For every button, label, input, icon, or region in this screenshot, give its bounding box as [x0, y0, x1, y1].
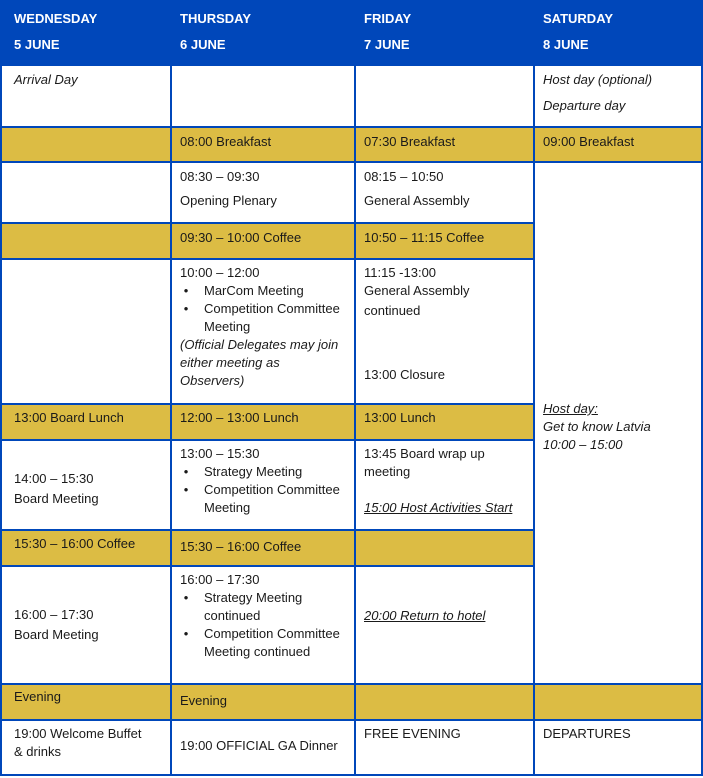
board-meeting-time-1: 14:00 – 15:30	[14, 471, 94, 486]
sat-breakfast: 09:00 Breakfast	[543, 134, 635, 149]
row-divider	[0, 719, 703, 721]
official-dinner: 19:00 OFFICIAL GA Dinner	[180, 738, 338, 753]
ga2-time: 11:15 -13:00	[364, 265, 437, 280]
welcome-buffet: 19:00 Welcome Buffet	[14, 726, 142, 741]
opening-plenary: Opening Plenary	[180, 193, 277, 208]
thu-breakfast-cell	[171, 127, 355, 162]
list-item: • MarCom Meeting	[204, 282, 347, 300]
header-day: FRIDAY	[364, 11, 412, 26]
row-divider	[0, 126, 703, 128]
sat-departures-cell	[534, 720, 703, 776]
thu-morning-cell	[171, 259, 355, 404]
fri-coffee: 10:50 – 11:15 Coffee	[364, 230, 485, 245]
ga2-line1: General Assembly	[364, 283, 470, 298]
fri-afternoon-cell	[355, 440, 534, 530]
thu-late-cell	[171, 566, 355, 684]
fri-breakfast-cell	[355, 127, 534, 162]
thu-lunch-cell	[171, 404, 355, 440]
sat-host-cell	[534, 66, 703, 127]
wed-arrival-cell	[0, 66, 171, 127]
welcome-drinks: & drinks	[14, 744, 61, 759]
general-assembly: General Assembly	[364, 193, 470, 208]
header-date: 5 JUNE	[14, 37, 60, 52]
row-divider	[0, 683, 703, 685]
free-evening: FREE EVENING	[364, 726, 461, 741]
afternoon-time: 13:00 – 15:30	[180, 446, 260, 461]
fri-ga2-cell	[355, 259, 534, 404]
fri-lunch: 13:00 Lunch	[364, 410, 436, 425]
border-bottom	[0, 774, 703, 776]
sat-breakfast-cell	[534, 127, 703, 162]
wed-lunch-cell	[0, 404, 171, 440]
thu-coffee-2: 15:30 – 16:00 Coffee	[180, 539, 302, 554]
header-date: 6 JUNE	[180, 37, 226, 52]
header-friday	[355, 0, 534, 66]
list-item: • Competition Committee Meeting	[204, 481, 347, 517]
header-day: SATURDAY	[543, 11, 614, 26]
row-divider	[0, 439, 534, 441]
header-wednesday	[0, 0, 171, 66]
border-left	[0, 0, 2, 776]
thu-evening-cell	[171, 684, 355, 720]
fri-lunch-cell	[355, 404, 534, 440]
board-meeting-1: Board Meeting	[14, 491, 99, 506]
divider-col-1	[170, 66, 172, 776]
ga-time: 08:15 – 10:50	[364, 169, 444, 184]
host-day-label: Host day:	[543, 401, 598, 416]
arrival-day: Arrival Day	[14, 72, 78, 87]
row-divider	[0, 565, 534, 567]
board-meeting-2: Board Meeting	[14, 627, 99, 642]
fri-ga-cell	[355, 162, 534, 223]
host-activities-start: 15:00 Host Activities Start	[364, 500, 513, 515]
wed-coffee-cell-2	[0, 530, 171, 566]
wed-empty-cell-3	[0, 259, 171, 404]
thu-breakfast: 08:00 Breakfast	[180, 134, 272, 149]
divider-col-2	[354, 66, 356, 776]
get-to-know-latvia: Get to know Latvia	[543, 419, 651, 434]
wrap-up-2: meeting	[364, 464, 411, 479]
thu-plenary-cell	[171, 162, 355, 223]
board-lunch: 13:00 Board Lunch	[14, 410, 124, 425]
list-item: • Competition Committee Meeting	[204, 300, 347, 336]
divider-col-3	[533, 66, 535, 776]
wrap-up-1: 13:45 Board wrap up	[364, 446, 485, 461]
late-time: 16:00 – 17:30	[180, 572, 260, 587]
closure: 13:00 Closure	[364, 367, 445, 382]
row-divider	[0, 403, 534, 405]
thu-afternoon-cell	[171, 440, 355, 530]
ga2-line2: continued	[364, 303, 421, 318]
fri-breakfast: 07:30 Breakfast	[364, 134, 456, 149]
list-item: • Competition Committee Meeting continued	[204, 625, 347, 661]
plenary-time: 08:30 – 09:30	[180, 169, 260, 184]
departure-day: Departure day	[543, 98, 626, 113]
thu-dinner-cell	[171, 720, 355, 776]
fri-return-cell	[355, 566, 534, 684]
header-date: 7 JUNE	[364, 37, 410, 52]
list-item: • Strategy Meeting	[204, 463, 347, 481]
wed-empty-cell-2	[0, 162, 171, 223]
fri-coffee-cell	[355, 223, 534, 259]
latvia-time: 10:00 – 15:00	[543, 437, 623, 452]
list-item: • Strategy Meeting continued	[204, 589, 347, 625]
thu-evening: Evening	[180, 693, 227, 708]
return-hotel: 20:00 Return to hotel	[364, 608, 486, 623]
thu-coffee-1: 09:30 – 10:00 Coffee	[180, 230, 302, 245]
header-date: 8 JUNE	[543, 37, 589, 52]
wed-evening: Evening	[14, 689, 61, 704]
thu-coffee-cell-1	[171, 223, 355, 259]
row-divider	[0, 529, 534, 531]
fri-evening-cell	[355, 684, 534, 720]
thu-coffee-cell-2	[171, 530, 355, 566]
thu-lunch: 12:00 – 13:00 Lunch	[180, 410, 299, 425]
header-day: THURSDAY	[180, 11, 252, 26]
wed-board-meeting-cell-2	[0, 566, 171, 684]
fri-free-evening-cell	[355, 720, 534, 776]
observers-note: (Official Delegates may join either meeting as Observers)	[180, 337, 339, 388]
wed-coffee-cell-1	[0, 223, 171, 259]
wed-evening-cell	[0, 684, 171, 720]
wed-coffee: 15:30 – 16:00 Coffee	[14, 536, 136, 551]
header-thursday	[171, 0, 355, 66]
departures: DEPARTURES	[543, 726, 631, 741]
sat-evening-cell	[534, 684, 703, 720]
sat-host-day-cell	[534, 162, 703, 684]
wed-breakfast-cell	[0, 127, 171, 162]
row-divider	[0, 258, 534, 260]
fri-coffee-cell-2	[355, 530, 534, 566]
wed-welcome-cell	[0, 720, 171, 776]
row-divider	[0, 161, 703, 163]
morning-time: 10:00 – 12:00	[180, 265, 260, 280]
thu-empty-cell	[171, 66, 355, 127]
fri-empty-cell	[355, 66, 534, 127]
board-meeting-time-2: 16:00 – 17:30	[14, 607, 94, 622]
header-saturday	[534, 0, 703, 66]
host-day-optional: Host day (optional)	[543, 72, 653, 87]
header-day: WEDNESDAY	[14, 11, 98, 26]
row-divider	[0, 222, 534, 224]
wed-board-meeting-cell-1	[0, 440, 171, 530]
